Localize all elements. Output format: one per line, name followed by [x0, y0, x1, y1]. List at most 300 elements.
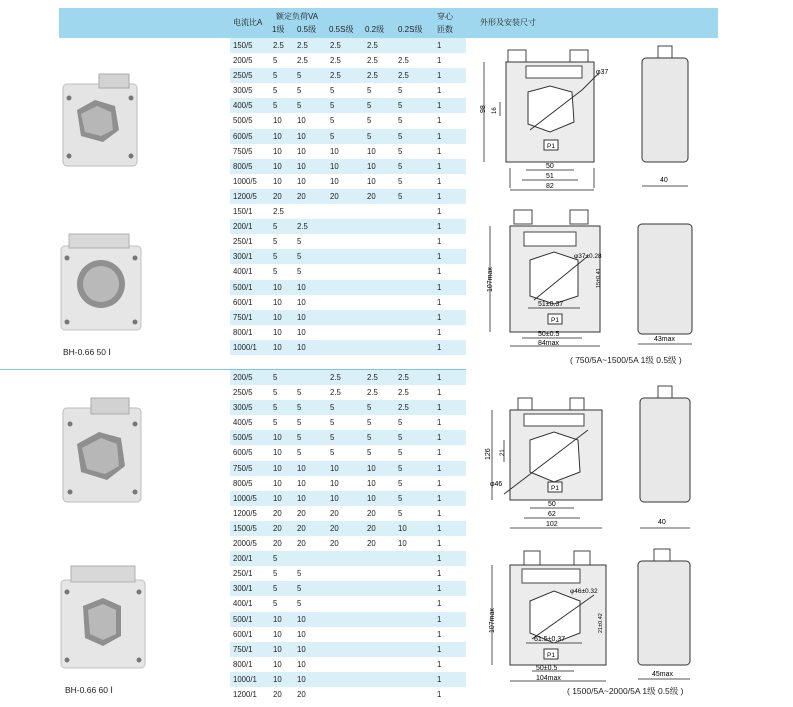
- table-row: [230, 355, 466, 370]
- burden-cell: 10: [297, 629, 306, 639]
- ratio-cell: 1000/1: [233, 674, 257, 684]
- burden-cell: 5: [398, 191, 403, 201]
- burden-cell: 10: [297, 327, 306, 337]
- burden-cell: 5: [367, 86, 372, 96]
- burden-cell: 20: [367, 523, 376, 533]
- drawing-plate-label: P1: [547, 143, 555, 150]
- drawing-width-label: 51±0.37: [538, 301, 564, 308]
- burden-cell: 2.5: [330, 56, 341, 66]
- turns-cell: 1: [437, 342, 442, 352]
- burden-cell: 10: [367, 463, 376, 473]
- ratio-cell: 400/1: [233, 267, 253, 277]
- turns-cell: 1: [437, 403, 442, 413]
- table-row: [230, 264, 466, 279]
- table-row: [230, 476, 466, 491]
- turns-cell: 1: [437, 176, 442, 186]
- burden-cell: 5: [273, 267, 278, 277]
- dimension-drawing-50-1A-front: [470, 204, 620, 354]
- table-header: [59, 8, 718, 38]
- drawing-width-label: 50: [548, 501, 556, 508]
- burden-cell: 10: [273, 433, 282, 443]
- drawing-depth-label: 40: [658, 519, 666, 526]
- table-row: [230, 566, 466, 581]
- spec-table-section-2: [230, 370, 466, 702]
- ratio-cell: 250/1: [233, 237, 253, 247]
- drawing-depth-label: 40: [660, 177, 668, 184]
- table-row: [230, 234, 466, 249]
- ratio-cell: 2000/5: [233, 539, 257, 549]
- burden-cell: 5: [297, 101, 302, 111]
- drawing-width-label: 51: [546, 173, 554, 180]
- product-photo-50-1A: [55, 228, 147, 332]
- burden-cell: 10: [273, 282, 282, 292]
- burden-cell: 10: [273, 146, 282, 156]
- table-row: [230, 536, 466, 551]
- turns-cell: 1: [437, 689, 442, 699]
- drawing-height-label: 98: [480, 105, 487, 113]
- burden-cell: 10: [297, 297, 306, 307]
- burden-cell: 10: [297, 463, 306, 473]
- burden-cell: 10: [273, 327, 282, 337]
- burden-cell: 5: [398, 86, 403, 96]
- dimension-drawing-60-5A-front: [470, 380, 620, 532]
- table-row: [230, 325, 466, 340]
- turns-cell: 1: [437, 373, 442, 382]
- turns-cell: 1: [437, 101, 442, 111]
- drawing-width-label: 61.5±0.37: [534, 636, 566, 643]
- burden-cell: 10: [273, 478, 282, 488]
- header-burden: 额定负荷VA: [276, 12, 319, 21]
- burden-cell: 10: [330, 493, 339, 503]
- ratio-cell: 500/1: [233, 614, 253, 624]
- burden-cell: 2.5: [297, 56, 308, 66]
- table-row: [230, 280, 466, 295]
- burden-cell: 2.5: [330, 388, 341, 398]
- ratio-cell: 800/1: [233, 327, 253, 337]
- table-row: [230, 642, 466, 657]
- turns-cell: 1: [437, 493, 442, 503]
- drawing-phi-label: φ46: [490, 481, 503, 488]
- table-row: [230, 38, 466, 53]
- burden-cell: 5: [273, 554, 278, 564]
- ratio-cell: 300/1: [233, 252, 253, 262]
- table-row: [230, 113, 466, 128]
- burden-cell: 10: [330, 161, 339, 171]
- table-row: [230, 310, 466, 325]
- table-row: [230, 400, 466, 415]
- burden-cell: 5: [273, 56, 278, 66]
- drawing-plate-label: P1: [551, 317, 559, 324]
- burden-cell: 10: [330, 146, 339, 156]
- table-row: [230, 144, 466, 159]
- header-turns-top: 穿心: [437, 12, 453, 21]
- drawing-width-label: 50: [546, 163, 554, 170]
- header-class-0-2: 0.2级: [365, 25, 385, 34]
- drawing-phi-label: φ46±0.32: [570, 588, 598, 595]
- burden-cell: 10: [273, 116, 282, 126]
- table-row: [230, 129, 466, 144]
- turns-cell: 1: [437, 282, 442, 292]
- turns-cell: 1: [437, 191, 442, 201]
- drawing-phi-label: φ37: [596, 69, 609, 76]
- table-row: [230, 83, 466, 98]
- burden-cell: 10: [297, 131, 306, 141]
- burden-cell: 10: [273, 659, 282, 669]
- burden-cell: 10: [273, 614, 282, 624]
- burden-cell: 5: [330, 131, 335, 141]
- drawing-depth-label: 43max: [654, 336, 676, 343]
- burden-cell: 2.5: [330, 71, 341, 81]
- burden-cell: 10: [297, 342, 306, 352]
- burden-cell: 5: [398, 146, 403, 156]
- burden-cell: 10: [273, 297, 282, 307]
- drawing-height-label: 107max: [487, 267, 494, 292]
- burden-cell: 5: [273, 252, 278, 262]
- table-row: [230, 672, 466, 687]
- drawing-plate-label: P1: [547, 652, 555, 659]
- turns-cell: 1: [437, 86, 442, 96]
- ratio-cell: 250/5: [233, 71, 253, 81]
- burden-cell: 10: [273, 644, 282, 654]
- burden-cell: 10: [273, 312, 282, 322]
- burden-cell: 5: [273, 86, 278, 96]
- burden-cell: 5: [273, 388, 278, 398]
- turns-cell: 1: [437, 418, 442, 428]
- burden-cell: 10: [330, 176, 339, 186]
- drawing-depth-label: 45max: [652, 671, 674, 678]
- burden-cell: 10: [367, 161, 376, 171]
- burden-cell: 5: [297, 86, 302, 96]
- ratio-cell: 750/5: [233, 463, 253, 473]
- burden-cell: 2.5: [398, 403, 409, 413]
- drawing-width-label: 82: [546, 183, 554, 190]
- burden-cell: 2.5: [330, 373, 341, 382]
- turns-cell: 1: [437, 297, 442, 307]
- turns-cell: 1: [437, 252, 442, 262]
- turns-cell: 1: [437, 388, 442, 398]
- ratio-cell: 300/1: [233, 584, 253, 594]
- burden-cell: 5: [398, 131, 403, 141]
- model-label-50: BH-0.66 50 Ⅰ: [63, 347, 111, 357]
- table-row: [230, 506, 466, 521]
- burden-cell: 20: [273, 539, 282, 549]
- drawing-width-label: 62: [548, 511, 556, 518]
- burden-cell: 5: [273, 222, 278, 232]
- table-row: [230, 521, 466, 536]
- burden-cell: 10: [297, 493, 306, 503]
- table-row: [230, 53, 466, 68]
- burden-cell: 5: [297, 569, 302, 579]
- drawing-width-label: 102: [546, 521, 558, 528]
- ratio-cell: 300/5: [233, 403, 253, 413]
- burden-cell: 5: [367, 418, 372, 428]
- dimension-drawing-50-5A-side: [630, 40, 700, 190]
- burden-cell: 20: [330, 191, 339, 201]
- burden-cell: 20: [367, 191, 376, 201]
- burden-cell: 5: [330, 418, 335, 428]
- ratio-cell: 800/1: [233, 659, 253, 669]
- drawing-note-60: ( 1500/5A~2000/5A 1级 0.5级 ): [567, 686, 684, 696]
- burden-cell: 5: [330, 86, 335, 96]
- burden-cell: 10: [273, 176, 282, 186]
- turns-cell: 1: [437, 312, 442, 322]
- burden-cell: 10: [273, 493, 282, 503]
- burden-cell: 5: [297, 388, 302, 398]
- burden-cell: 10: [330, 478, 339, 488]
- table-row: [230, 430, 466, 445]
- turns-cell: 1: [437, 56, 442, 66]
- turns-cell: 1: [437, 131, 442, 141]
- turns-cell: 1: [437, 161, 442, 171]
- product-photo-50-5A: [55, 70, 147, 170]
- dimension-drawing-60-1A-front: [470, 545, 620, 685]
- ratio-cell: 1000/1: [233, 342, 257, 352]
- ratio-cell: 1000/5: [233, 176, 257, 186]
- ratio-cell: 750/1: [233, 644, 253, 654]
- burden-cell: 20: [273, 191, 282, 201]
- turns-cell: 1: [437, 237, 442, 247]
- table-row: [230, 385, 466, 400]
- burden-cell: 5: [367, 101, 372, 111]
- header-class-0-5s: 0.5S级: [329, 25, 354, 34]
- turns-cell: 1: [437, 584, 442, 594]
- ratio-cell: 500/5: [233, 116, 253, 126]
- product-photo-60-1A: [55, 560, 151, 672]
- burden-cell: 10: [367, 493, 376, 503]
- ratio-cell: 500/5: [233, 433, 253, 443]
- burden-cell: 20: [297, 523, 306, 533]
- turns-cell: 1: [437, 569, 442, 579]
- drawing-window-label: 15±0.41: [596, 268, 602, 288]
- burden-cell: 5: [273, 584, 278, 594]
- burden-cell: 2.5: [273, 41, 284, 50]
- burden-cell: 2.5: [330, 41, 341, 50]
- burden-cell: 2.5: [367, 56, 378, 66]
- burden-cell: 5: [297, 237, 302, 247]
- ratio-cell: 1200/5: [233, 508, 257, 518]
- burden-cell: 10: [367, 146, 376, 156]
- header-class-0-2s: 0.2S级: [398, 25, 423, 34]
- drawing-width-label: 104max: [536, 675, 561, 682]
- ratio-cell: 1000/5: [233, 493, 257, 503]
- header-ratio: 电流比A: [233, 18, 263, 27]
- header-turns-bottom: 匝数: [437, 25, 453, 34]
- table-row: [230, 657, 466, 672]
- drawing-plate-label: P1: [551, 485, 559, 492]
- ratio-cell: 750/5: [233, 146, 253, 156]
- ratio-cell: 750/1: [233, 312, 253, 322]
- burden-cell: 2.5: [398, 388, 409, 398]
- turns-cell: 1: [437, 523, 442, 533]
- turns-cell: 1: [437, 554, 442, 564]
- burden-cell: 5: [367, 131, 372, 141]
- drawing-window-label: 21: [500, 449, 506, 456]
- ratio-cell: 1200/1: [233, 689, 257, 699]
- ratio-cell: 300/5: [233, 86, 253, 96]
- table-row: [230, 445, 466, 460]
- table-row: [230, 159, 466, 174]
- ratio-cell: 250/5: [233, 388, 253, 398]
- table-row: [230, 627, 466, 642]
- burden-cell: 5: [273, 373, 278, 382]
- table-row: [230, 551, 466, 566]
- table-row: [230, 68, 466, 83]
- burden-cell: 5: [330, 433, 335, 443]
- burden-cell: 10: [297, 644, 306, 654]
- ratio-cell: 1200/5: [233, 191, 257, 201]
- ratio-cell: 400/1: [233, 599, 253, 609]
- burden-cell: 10: [367, 176, 376, 186]
- burden-cell: 5: [297, 403, 302, 413]
- table-row: [230, 189, 466, 204]
- burden-cell: 20: [330, 508, 339, 518]
- turns-cell: 1: [437, 71, 442, 81]
- burden-cell: 10: [273, 629, 282, 639]
- burden-cell: 20: [367, 508, 376, 518]
- burden-cell: 10: [297, 674, 306, 684]
- burden-cell: 5: [330, 116, 335, 126]
- burden-cell: 5: [398, 478, 403, 488]
- burden-cell: 2.5: [398, 71, 409, 81]
- drawing-height-label: 107max: [489, 608, 496, 633]
- turns-cell: 1: [437, 116, 442, 126]
- burden-cell: 5: [398, 101, 403, 111]
- burden-cell: 5: [273, 599, 278, 609]
- burden-cell: 20: [367, 539, 376, 549]
- turns-cell: 1: [437, 207, 442, 217]
- burden-cell: 5: [297, 448, 302, 458]
- turns-cell: 1: [437, 644, 442, 654]
- burden-cell: 20: [297, 539, 306, 549]
- ratio-cell: 500/1: [233, 282, 253, 292]
- burden-cell: 20: [273, 508, 282, 518]
- burden-cell: 5: [398, 493, 403, 503]
- burden-cell: 10: [273, 463, 282, 473]
- burden-cell: 2.5: [367, 373, 378, 382]
- ratio-cell: 600/1: [233, 629, 253, 639]
- ratio-cell: 200/5: [233, 56, 253, 66]
- burden-cell: 10: [330, 463, 339, 473]
- drawing-note-50: ( 750/5A~1500/5A 1级 0.5级 ): [570, 355, 682, 365]
- burden-cell: 5: [367, 403, 372, 413]
- drawing-width-label: 50±0.5: [538, 331, 560, 338]
- burden-cell: 5: [297, 433, 302, 443]
- header-dimensions: 外形及安装尺寸: [480, 18, 536, 27]
- burden-cell: 5: [273, 237, 278, 247]
- ratio-cell: 400/5: [233, 101, 253, 111]
- burden-cell: 5: [398, 463, 403, 473]
- ratio-cell: 1500/5: [233, 523, 257, 533]
- table-row: [230, 581, 466, 596]
- burden-cell: 10: [297, 161, 306, 171]
- burden-cell: 10: [297, 116, 306, 126]
- burden-cell: 5: [297, 418, 302, 428]
- burden-cell: 10: [297, 659, 306, 669]
- burden-cell: 5: [398, 161, 403, 171]
- burden-cell: 20: [273, 689, 282, 699]
- turns-cell: 1: [437, 478, 442, 488]
- burden-cell: 5: [297, 599, 302, 609]
- burden-cell: 2.5: [367, 41, 378, 50]
- table-row: [230, 340, 466, 355]
- burden-cell: 5: [330, 101, 335, 111]
- burden-cell: 2.5: [367, 388, 378, 398]
- table-row: [230, 596, 466, 611]
- product-photo-60-5A: [55, 394, 151, 506]
- burden-cell: 2.5: [367, 71, 378, 81]
- burden-cell: 5: [297, 584, 302, 594]
- burden-cell: 10: [273, 131, 282, 141]
- header-class-0-5: 0.5级: [297, 25, 317, 34]
- ratio-cell: 800/5: [233, 478, 253, 488]
- table-row: [230, 612, 466, 627]
- table-row: [230, 491, 466, 506]
- burden-cell: 20: [297, 508, 306, 518]
- turns-cell: 1: [437, 629, 442, 639]
- turns-cell: 1: [437, 659, 442, 669]
- turns-cell: 1: [437, 448, 442, 458]
- burden-cell: 2.5: [297, 222, 308, 232]
- burden-cell: 2.5: [273, 207, 284, 217]
- burden-cell: 10: [297, 312, 306, 322]
- drawing-width-label: 84max: [538, 340, 560, 347]
- ratio-cell: 200/1: [233, 222, 253, 232]
- turns-cell: 1: [437, 674, 442, 684]
- burden-cell: 10: [398, 523, 407, 533]
- burden-cell: 10: [273, 674, 282, 684]
- turns-cell: 1: [437, 463, 442, 473]
- drawing-window-label: 16: [492, 107, 498, 114]
- table-row: [230, 687, 466, 702]
- model-label-60: BH-0.66 60 Ⅰ: [65, 685, 113, 695]
- burden-cell: 5: [297, 252, 302, 262]
- dimension-drawing-60-1A-side: [630, 545, 700, 685]
- drawing-width-label: 50±0.5: [536, 665, 558, 672]
- turns-cell: 1: [437, 267, 442, 277]
- table-row: [230, 461, 466, 476]
- ratio-cell: 600/1: [233, 297, 253, 307]
- table-row: [230, 249, 466, 264]
- burden-cell: 5: [273, 71, 278, 81]
- burden-cell: 5: [398, 433, 403, 443]
- burden-cell: 20: [297, 689, 306, 699]
- burden-cell: 10: [297, 282, 306, 292]
- ratio-cell: 600/5: [233, 131, 253, 141]
- burden-cell: 5: [367, 448, 372, 458]
- table-row: [230, 370, 466, 385]
- ratio-cell: 250/1: [233, 569, 253, 579]
- burden-cell: 5: [273, 569, 278, 579]
- burden-cell: 10: [297, 176, 306, 186]
- ratio-cell: 150/1: [233, 207, 253, 217]
- burden-cell: 5: [398, 508, 403, 518]
- burden-cell: 5: [297, 71, 302, 81]
- burden-cell: 20: [297, 191, 306, 201]
- dimension-drawing-50-1A-side: [630, 210, 700, 350]
- burden-cell: 5: [330, 448, 335, 458]
- burden-cell: 20: [273, 523, 282, 533]
- ratio-cell: 800/5: [233, 161, 253, 171]
- table-row: [230, 174, 466, 189]
- turns-cell: 1: [437, 146, 442, 156]
- burden-cell: 10: [297, 614, 306, 624]
- turns-cell: 1: [437, 614, 442, 624]
- burden-cell: 20: [330, 539, 339, 549]
- turns-cell: 1: [437, 599, 442, 609]
- table-row: [230, 219, 466, 234]
- burden-cell: 5: [273, 403, 278, 413]
- ratio-cell: 600/5: [233, 448, 253, 458]
